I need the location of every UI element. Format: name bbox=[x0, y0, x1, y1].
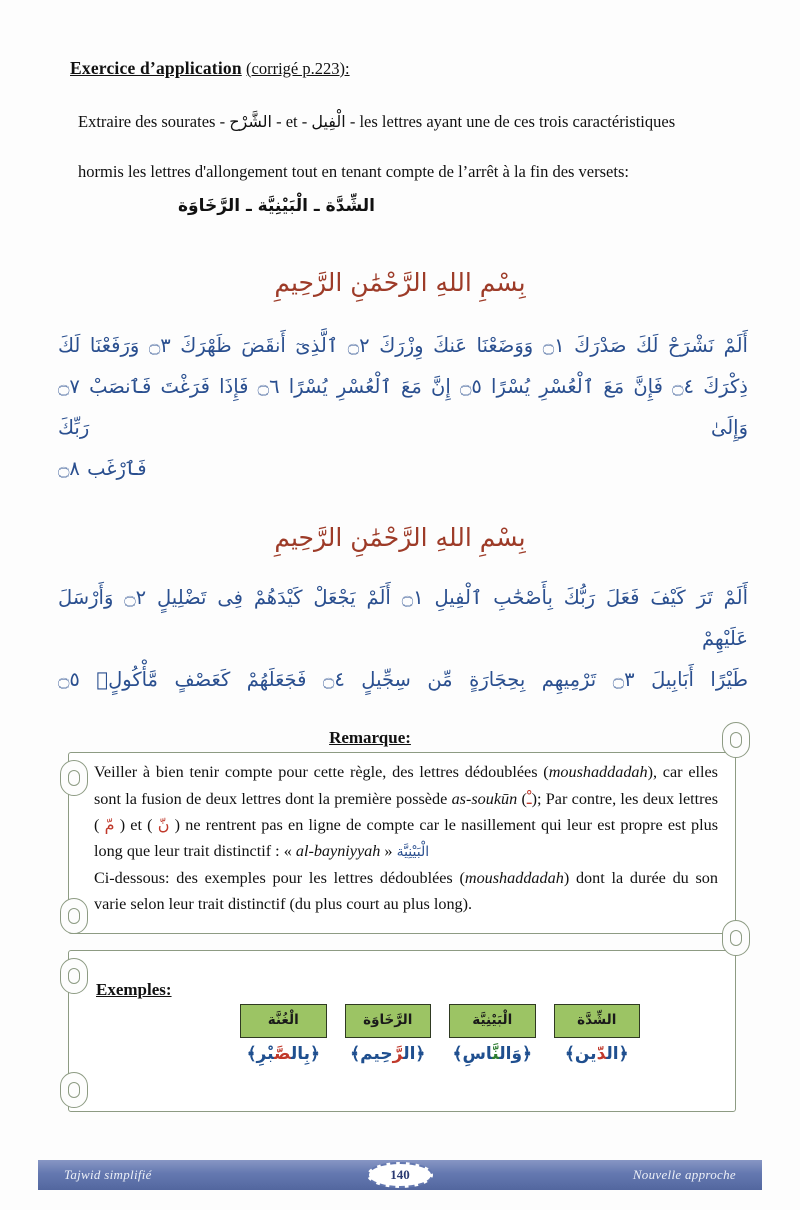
ayah-open-bracket: ﴿ bbox=[415, 1044, 426, 1064]
ayah-close-bracket: ﴾ bbox=[564, 1044, 575, 1064]
surah-ash-sharh-line-3: فَٱرْغَب ۝٨ bbox=[58, 456, 147, 480]
exemples-word bbox=[554, 1043, 641, 1064]
page-footer bbox=[38, 1160, 762, 1190]
three-characteristics: الشِّدَّة ـ الْبَيْنِيَّة ـ الرَّخَاوَة bbox=[178, 196, 375, 216]
exemples-table bbox=[240, 1004, 640, 1064]
surah-al-fil-line-1: أَلَمْ تَرَ كَيْفَ فَعَلَ رَبُّكَ بِأَصْحَٰبِ ٱلْفِيلِ ۝١ أَلَمْ يَجْعَلْ كَيْدَهُمْ فِى تَضْلِيلٍ ۝٢ وَأَرْسَلَ عَلَيْهِمْ bbox=[58, 586, 748, 650]
rem-p1-g: » bbox=[380, 841, 397, 860]
instruction-line-2: hormis les lettres d'allongement tout en tenant compte de l’arrêt à la fin des versets: bbox=[78, 162, 629, 181]
surah-ash-sharh-text bbox=[58, 326, 748, 490]
curl-ornament-icon bbox=[722, 722, 750, 758]
word-part-highlight: نّ bbox=[492, 1044, 500, 1064]
exercise-header bbox=[70, 58, 760, 79]
rem-p1-e: ) et ( bbox=[114, 816, 158, 835]
rem-p2-italic-moushaddadah: moushaddadah bbox=[464, 869, 564, 888]
surah-name-ash-sharh: الشَّرْح bbox=[229, 112, 272, 131]
exemples-column bbox=[554, 1004, 641, 1064]
ayah-close-bracket: ﴾ bbox=[452, 1044, 463, 1064]
exemples-column bbox=[449, 1004, 536, 1064]
curl-ornament-icon bbox=[60, 898, 88, 934]
rem-p2-a: Ci-dessous: des exemples pour les lettres dédoublées ( bbox=[94, 869, 465, 888]
instruction-text-b: - et - bbox=[271, 112, 312, 131]
instruction-text-a: Extraire des sourates - bbox=[78, 112, 230, 131]
arabic-term-al-bayniyyah: الْبَيْنِيَّة bbox=[396, 843, 430, 860]
remarque-body bbox=[94, 760, 718, 920]
rem-p1-italic-assoukun: as-soukūn bbox=[451, 789, 518, 808]
surah-ash-sharh-line-2: ذِكْرَكَ ۝٤ فَإِنَّ مَعَ ٱلْعُسْرِ يُسْرًا ۝٥ إِنَّ مَعَ ٱلْعُسْرِ يُسْرًا ۝٦ فَإِذَا فَرَغْتَ فَٱنصَبْ ۝٧ وَإِلَىٰ رَبِّكَ bbox=[58, 374, 748, 439]
footer-right-title: Nouvelle approche bbox=[632, 1167, 736, 1182]
sukun-symbol: ـْ bbox=[526, 788, 532, 808]
exemples-column-header: الْغُنَّة bbox=[240, 1004, 327, 1038]
basmala-calligraphy-second: بِسْمِ اللهِ الرَّحْمَٰنِ الرَّحِيمِ bbox=[274, 523, 526, 552]
curl-ornament-icon bbox=[60, 958, 88, 994]
exemples-word bbox=[449, 1043, 536, 1064]
rem-p1-d: ); Par contre, les deux lettres ( bbox=[94, 789, 718, 835]
word-part-highlight: رَّ bbox=[392, 1044, 404, 1064]
word-part-before: بِال bbox=[290, 1044, 310, 1064]
word-part-after: بْرِ bbox=[256, 1044, 275, 1064]
arabic-letter-nun-shaddah: نّ bbox=[157, 815, 170, 835]
ayah-close-bracket: ﴾ bbox=[350, 1044, 361, 1064]
exercise-correction-ref: (corrigé p.223): bbox=[246, 59, 350, 78]
word-part-after: ين bbox=[574, 1044, 597, 1064]
remarque-paragraph-2 bbox=[94, 866, 718, 917]
word-part-before: ال bbox=[606, 1044, 619, 1064]
rem-p1-a: Veiller à bien tenir compte pour cette règle, des lettres dédoublées ( bbox=[94, 763, 549, 781]
rem-p1-c: ( bbox=[517, 789, 527, 808]
exemples-column-header: الرَّخَاوَة bbox=[345, 1004, 432, 1038]
surah-al-fil-text bbox=[58, 578, 748, 701]
basmala-calligraphy-first: بِسْمِ اللهِ الرَّحْمَٰنِ الرَّحِيمِ bbox=[274, 268, 526, 297]
exercise-title: Exercice d’application bbox=[70, 58, 242, 78]
exemples-word bbox=[240, 1043, 327, 1064]
instruction-line-1 bbox=[78, 110, 768, 135]
rem-p1-italic-moushaddadah: moushaddadah bbox=[548, 763, 648, 781]
arabic-letter-mim-shaddah: مّ bbox=[104, 815, 115, 835]
word-part-after: َاسِ bbox=[462, 1044, 493, 1064]
curl-ornament-icon bbox=[60, 760, 88, 796]
ayah-open-bracket: ﴿ bbox=[522, 1044, 532, 1064]
word-part-before: وَال bbox=[499, 1044, 523, 1064]
rem-p1-f: ) ne rentrent pas en ligne de compte car le nasillement qui leur est propre est plus long que leur trait distinctif : « bbox=[94, 816, 719, 860]
word-part-highlight: صَّ bbox=[274, 1044, 291, 1064]
ayah-open-bracket: ﴿ bbox=[618, 1044, 629, 1064]
surah-name-al-fil: الْفِيل bbox=[311, 112, 346, 131]
instruction-text-c: - les lettres ayant une de ces trois caractéristiques bbox=[345, 112, 676, 131]
rem-p1-b: ), car elles sont la fusion de deux lettres dont la première possède bbox=[94, 763, 718, 808]
exemples-word bbox=[345, 1043, 432, 1064]
word-part-highlight: دّ bbox=[596, 1044, 607, 1064]
exemples-heading: Exemples: bbox=[96, 980, 172, 999]
rem-p2-b: ) dont la durée du son varie selon leur trait distinctif (du plus court au plus long). bbox=[94, 869, 718, 913]
exemples-column-header: الشِّدَّة bbox=[554, 1004, 641, 1038]
rem-p1-italic-albayniyyah: al-bayniyyah bbox=[295, 841, 381, 860]
exemples-column bbox=[240, 1004, 327, 1064]
ayah-close-bracket: ﴾ bbox=[246, 1044, 257, 1064]
remarque-paragraph-1 bbox=[94, 760, 718, 864]
curl-ornament-icon bbox=[60, 1072, 88, 1108]
ayah-open-bracket: ﴿ bbox=[309, 1044, 320, 1064]
footer-left-title: Tajwid simplifié bbox=[64, 1167, 152, 1182]
exemples-column bbox=[345, 1004, 432, 1064]
word-part-before: ال bbox=[403, 1044, 416, 1064]
surah-al-fil-line-2: طَيْرًا أَبَابِيلَ ۝٣ تَرْمِيهِم بِحِجَارَةٍ مِّن سِجِّيلٍ ۝٤ فَجَعَلَهُمْ كَعَصْفٍ مَّأْكُولٍۭ ۝٥ bbox=[58, 667, 748, 691]
page-number-badge: 140 bbox=[367, 1162, 433, 1188]
remarque-heading: Remarque: bbox=[329, 728, 411, 747]
exemples-column-header: الْبَيْنِيَّة bbox=[449, 1004, 536, 1038]
curl-ornament-icon bbox=[722, 920, 750, 956]
word-part-after: حِيم bbox=[360, 1044, 393, 1064]
surah-ash-sharh-line-1: أَلَمْ نَشْرَحْ لَكَ صَدْرَكَ ۝١ وَوَضَعْنَا عَنكَ وِزْرَكَ ۝٢ ٱلَّذِىٓ أَنقَضَ ظَهْرَكَ ۝٣ وَرَفَعْنَا لَكَ bbox=[58, 334, 748, 357]
